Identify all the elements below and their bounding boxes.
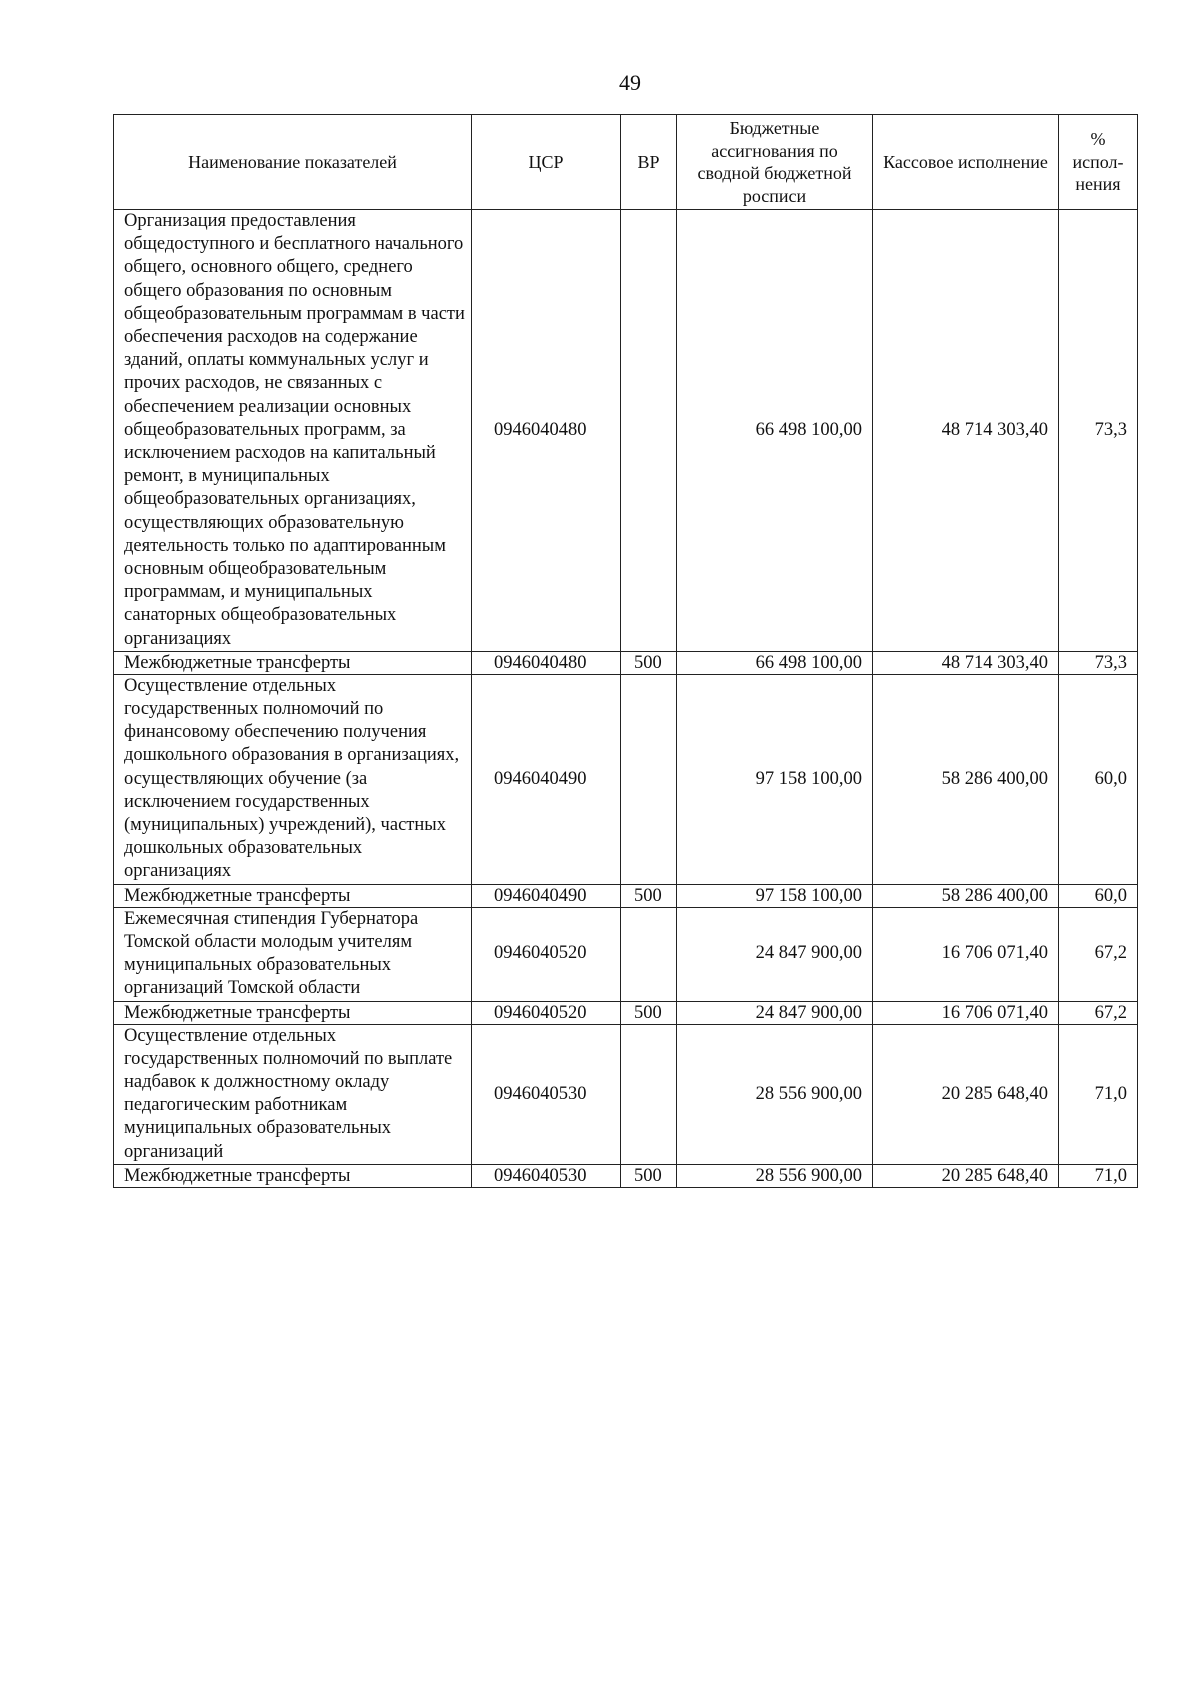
cell-vr: 500: [621, 1164, 677, 1187]
cell-name: Организация предоставления общедоступного и бесплатного начального общего, основного общего, среднего общего образования по основным общеобразовательным программам в части обеспечения расходов на содержание зданий, оплаты коммунальных услуг и прочих расходов, не связанных с обеспечением реализации основных общеобразовательных программ, за исключением расходов на капитальный ремонт, в муниципальных общеобразовательных организациях, осуществляющих образовательную деятельность только по адаптированным основным общеобразовательным программам, и муниципальных санаторных общеобразовательных организациях: [114, 210, 472, 652]
table-row: [114, 674, 1138, 884]
cell-cash: 16 706 071,40: [873, 907, 1059, 1001]
table-row: [114, 210, 1138, 652]
cell-csr: 0946040480: [472, 210, 621, 652]
cell-name: Межбюджетные трансферты: [114, 1164, 472, 1187]
cell-budget: 97 158 100,00: [677, 674, 873, 884]
cell-cash: 16 706 071,40: [873, 1001, 1059, 1024]
cell-budget: 28 556 900,00: [677, 1024, 873, 1164]
table-row: [114, 1164, 1138, 1187]
cell-csr: 0946040520: [472, 1001, 621, 1024]
cell-vr: [621, 210, 677, 652]
table-row: [114, 651, 1138, 674]
page-number: 49: [619, 70, 641, 95]
budget-execution-table: [113, 114, 1138, 1188]
cell-name: Осуществление отдельных государственных полномочий по финансовому обеспечению получения дошкольного образования в организациях, осуществляющих обучение (за исключением государственных (муниципальных) учреждений), частных дошкольных образовательных организациях: [114, 674, 472, 884]
cell-vr: [621, 674, 677, 884]
cell-name: Межбюджетные трансферты: [114, 884, 472, 907]
cell-vr: [621, 907, 677, 1001]
cell-cash: 20 285 648,40: [873, 1164, 1059, 1187]
table-row: [114, 907, 1138, 1001]
cell-budget: 24 847 900,00: [677, 907, 873, 1001]
cell-percent: 67,2: [1059, 907, 1138, 1001]
cell-budget: 97 158 100,00: [677, 884, 873, 907]
cell-csr: 0946040490: [472, 674, 621, 884]
header-name: Наименование показателей: [114, 115, 472, 210]
cell-percent: 60,0: [1059, 674, 1138, 884]
header-percent: % испол-нения: [1059, 115, 1138, 210]
cell-percent: 73,3: [1059, 210, 1138, 652]
table-row: [114, 884, 1138, 907]
cell-budget: 66 498 100,00: [677, 651, 873, 674]
cell-vr: 500: [621, 1001, 677, 1024]
cell-cash: 58 286 400,00: [873, 884, 1059, 907]
cell-percent: 71,0: [1059, 1164, 1138, 1187]
table-row: [114, 1024, 1138, 1164]
cell-percent: 67,2: [1059, 1001, 1138, 1024]
header-budget: Бюджетные ассигнования по сводной бюджетной росписи: [677, 115, 873, 210]
cell-name: Осуществление отдельных государственных полномочий по выплате надбавок к должностному окладу педагогическим работникам муниципальных образовательных организаций: [114, 1024, 472, 1164]
table-body: [114, 210, 1138, 1188]
cell-budget: 24 847 900,00: [677, 1001, 873, 1024]
cell-name: Ежемесячная стипендия Губернатора Томской области молодым учителям муниципальных образовательных организаций Томской области: [114, 907, 472, 1001]
cell-cash: 48 714 303,40: [873, 651, 1059, 674]
header-csr: ЦСР: [472, 115, 621, 210]
header-row: [114, 115, 1138, 210]
cell-cash: 48 714 303,40: [873, 210, 1059, 652]
header-vr: ВР: [621, 115, 677, 210]
cell-csr: 0946040490: [472, 884, 621, 907]
cell-vr: [621, 1024, 677, 1164]
header-cash: Кассовое исполнение: [873, 115, 1059, 210]
cell-csr: 0946040520: [472, 907, 621, 1001]
cell-vr: 500: [621, 651, 677, 674]
table-header: [114, 115, 1138, 210]
cell-name: Межбюджетные трансферты: [114, 651, 472, 674]
cell-budget: 66 498 100,00: [677, 210, 873, 652]
cell-csr: 0946040530: [472, 1024, 621, 1164]
cell-cash: 20 285 648,40: [873, 1024, 1059, 1164]
cell-percent: 60,0: [1059, 884, 1138, 907]
table-row: [114, 1001, 1138, 1024]
cell-name: Межбюджетные трансферты: [114, 1001, 472, 1024]
cell-percent: 71,0: [1059, 1024, 1138, 1164]
cell-percent: 73,3: [1059, 651, 1138, 674]
cell-csr: 0946040480: [472, 651, 621, 674]
cell-budget: 28 556 900,00: [677, 1164, 873, 1187]
cell-csr: 0946040530: [472, 1164, 621, 1187]
cell-cash: 58 286 400,00: [873, 674, 1059, 884]
cell-vr: 500: [621, 884, 677, 907]
